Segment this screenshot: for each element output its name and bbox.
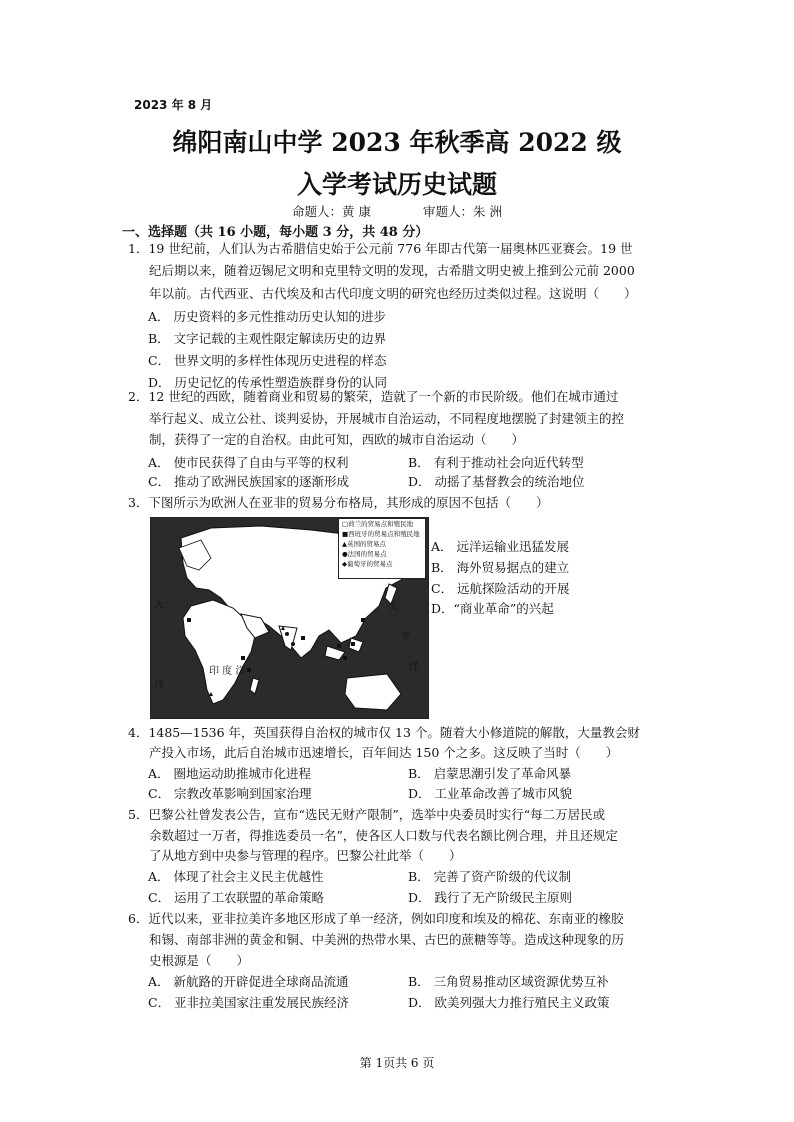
trade-post-marker (285, 632, 289, 636)
trade-post-marker (247, 668, 251, 672)
q3-option-b: B． 海外贸易据点的建立 (431, 560, 570, 575)
map-label: 洋 (154, 680, 164, 691)
authors-line (0, 202, 794, 220)
q6-line-2: 和锡、南部非洲的黄金和铜、中美洲的热带水果、古巴的蔗糖等等。造成这种现象的历 (149, 932, 625, 947)
exam-title: 绵阳南山中学 2023 年秋季高 2022 级 (172, 128, 622, 157)
page-footer: 第 1页共 6 页 (359, 1056, 435, 1070)
q4-line-2: 产投入市场，此后自治城市迅速增长，百年间达 150 个之多。这反映了当时（ ） (149, 745, 619, 760)
trade-post-marker (343, 656, 347, 660)
australia-landmass (345, 674, 401, 710)
q5-option-b: B． 完善了资产阶级的代议制 (408, 869, 572, 884)
q4-option-c: C． 宗教改革影响到国家治理 (148, 786, 312, 801)
map-label: 平 (401, 632, 411, 643)
q4-option-d: D． 工业革命改善了城市风貌 (408, 786, 572, 801)
q3-option-a: A． 远洋运输业迅猛发展 (431, 539, 570, 554)
q3-option-c: C． 远航探险活动的开展 (431, 581, 570, 596)
q6-option-d: D． 欧美列强大力推行殖民主义政策 (408, 995, 610, 1010)
q6-option-c: C． 亚非拉美国家注重发展民族经济 (148, 995, 350, 1010)
q2-option-a: A． 使市民获得了自由与平等的权利 (148, 455, 349, 470)
q3-option-d: D．“商业革命”的兴起 (431, 601, 554, 616)
q5-option-a: A． 体现了社会主义民主优越性 (148, 869, 324, 884)
map-label: 大 (154, 600, 164, 611)
exam-date: 2023 年 8 月 (134, 98, 213, 112)
map-label: 太 (389, 602, 399, 613)
legend-item: ■西班牙的贸易点和殖民地 (342, 530, 420, 538)
trade-post-marker (241, 656, 245, 660)
q2-line-2: 举行起义、成立公社、谈判妥协，开展城市自治运动，不同程度地摆脱了封建领主的控 (149, 411, 625, 426)
author: 命题人：黄 康 (292, 204, 372, 219)
q1-option-c: C． 世界文明的多样性体现历史进程的样态 (148, 353, 387, 368)
legend-item: ▲英国的贸易点 (342, 540, 386, 548)
trade-post-marker (361, 618, 365, 622)
q2-line-3: 制，获得了一定的自治权。由此可知，西欧的城市自治运动（ ） (149, 432, 525, 447)
q2-option-d: D． 动摇了基督教会的统治地位 (408, 474, 585, 489)
trade-post-marker (351, 642, 355, 646)
legend-item: ◆葡萄牙的贸易点 (342, 560, 393, 568)
indonesia-landmass (325, 646, 345, 660)
q4-option-a: A． 圈地运动助推城市化进程 (148, 766, 312, 781)
q1-option-d: D． 历史记忆的传承性塑造族群身份的认同 (148, 375, 387, 390)
trade-post-marker (187, 618, 191, 622)
q2-option-c: C． 推动了欧洲民族国家的逐渐形成 (148, 474, 350, 489)
q6-option-b: B． 三角贸易推动区域资源优势互补 (408, 974, 609, 989)
q5-line-2: 余数超过一万者，得推选委员一名”，使各区人口数与代表名额比例合理，并且还规定 (149, 828, 618, 843)
q1-line-1: 1．19 世纪前，人们认为古希腊信史始于公元前 776 年即古代第一届奥林匹亚赛会。19 世 (128, 241, 633, 256)
q1-option-b: B． 文字记载的主观性限定解读历史的边界 (148, 331, 387, 346)
q1-option-a: A． 历史资料的多元性推动历史认知的进步 (148, 309, 387, 324)
q5-line-1: 5．巴黎公社曾发表公告，宣布“选民无财产限制”，选举中央委员时实行“每二万居民或 (128, 807, 606, 822)
legend-item: ●法国的贸易点 (342, 550, 387, 558)
q1-line-2: 纪后期以来，随着迈锡尼文明和克里特文明的发现，古希腊文明史被上推到公元前 2000 (149, 263, 635, 278)
exam-subtitle: 入学考试历史试题 (296, 170, 497, 199)
reviewer: 审题人：朱 洲 (422, 204, 502, 219)
q4-option-b: B． 启蒙思潮引发了革命风暴 (408, 766, 572, 781)
q4-line-1: 4．1485—1536 年，英国获得自治权的城市仅 13 个。随着大小修道院的解散，大量教会财 (128, 725, 640, 740)
trade-post-marker (337, 644, 341, 648)
q6-option-a: A． 新航路的开辟促进全球商品流通 (148, 974, 349, 989)
section-heading: 一、选择题（共 16 小题，每小题 3 分，共 48 分） (122, 225, 429, 240)
q2-option-b: B． 有利于推动社会向近代转型 (408, 455, 584, 470)
q6-line-1: 6．近代以来，亚非拉美许多地区形成了单一经济，例如印度和埃及的棉花、东南亚的橡胶 (128, 911, 624, 926)
trade-post-marker (301, 636, 305, 640)
trade-post-marker (291, 642, 295, 646)
q6-line-3: 史根源是（ ） (149, 953, 250, 968)
q3-line-1: 3．下图所示为欧洲人在亚非的贸易分布格局，其形成的原因不包括（ ） (128, 495, 549, 510)
q2-line-1: 2．12 世纪的西欧，随着商业和贸易的繁荣，造就了一个新的市民阶级。他们在城市通过 (128, 389, 619, 404)
q5-option-c: C． 运用了工农联盟的革命策略 (148, 890, 325, 905)
map-label: 印 度 洋 (209, 666, 246, 677)
map-label: 洋 (409, 662, 419, 673)
q5-line-3: 了从地方到中央参与管理的程序。巴黎公社此举（ ） (149, 848, 462, 863)
map-legend (338, 518, 426, 579)
legend-item: □荷兰的贸易点和殖民地 (342, 520, 414, 528)
madagascar-landmass (250, 678, 259, 694)
q5-option-d: D． 践行了无产阶级民主原则 (408, 890, 572, 905)
trade-map (150, 517, 429, 719)
q1-line-3: 年以前。古代西亚、古代埃及和古代印度文明的研究也经历过类似过程。这说明（ ） (149, 286, 637, 301)
